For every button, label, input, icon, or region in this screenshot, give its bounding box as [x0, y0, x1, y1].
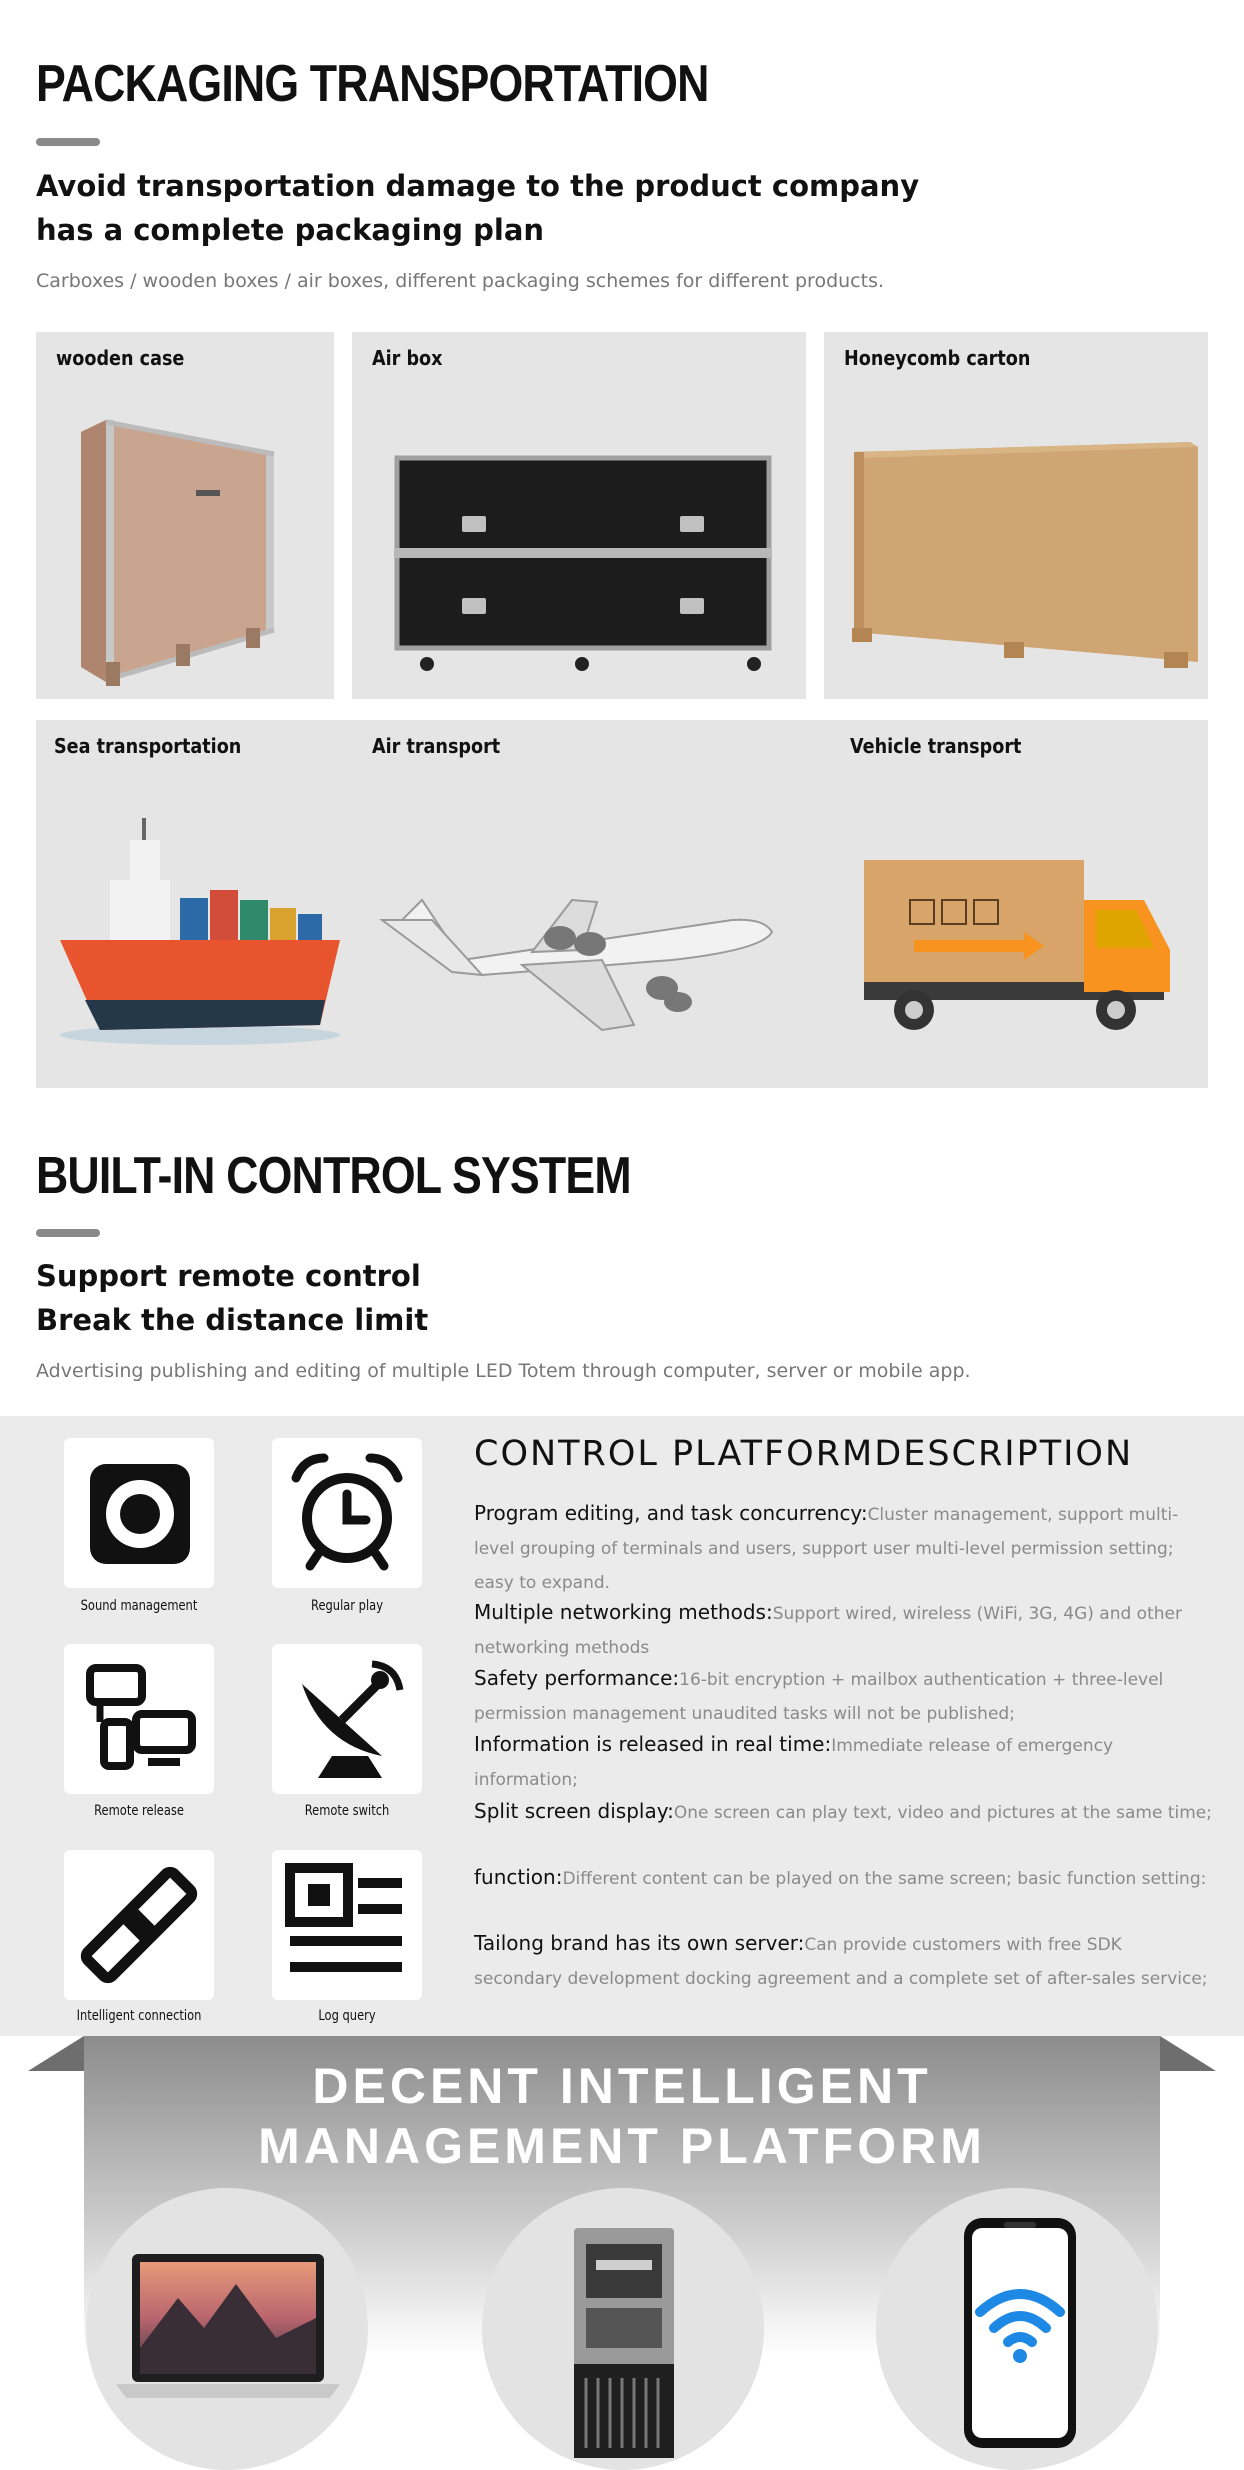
network-devices-icon [64, 1644, 214, 1794]
icon-caption-regular-play: Regular play [310, 1598, 383, 1614]
feature-item [474, 1662, 1214, 1731]
feature-text: Can provide customers with free SDK secondary development docking agreement and a complete set of after-sales service; [474, 1935, 1208, 1989]
transport-banner [36, 720, 1208, 1088]
feature-item [474, 1596, 1214, 1665]
icon-caption-intelligent-connection: Intelligent connection [76, 2008, 202, 2024]
title-accent-bar [36, 1229, 100, 1237]
card-label-air-transport: Air transport [372, 734, 501, 758]
feature-name: Information is released in real time: [474, 1732, 832, 1756]
icon-caption-sound-management: Sound management [80, 1598, 198, 1614]
feature-name: Multiple networking methods: [474, 1600, 773, 1624]
feature-text: Cluster management, support multi-level grouping of terminals and users, support user multi-level permission setting; easy to expand. [474, 1505, 1179, 1593]
smartphone-circle [876, 2188, 1158, 2470]
packaging-subtitle-line1: Avoid transportation damage to the product company [36, 169, 920, 203]
feature-text: One screen can play text, video and pictures at the same time; [673, 1803, 1212, 1823]
laptop-circle [86, 2188, 368, 2470]
feature-name: Safety performance: [474, 1666, 680, 1690]
feature-item [474, 1497, 1214, 1600]
feature-item [474, 1728, 1214, 1797]
title-accent-bar [36, 138, 100, 146]
airplane-icon [372, 860, 792, 1060]
feature-text: 16-bit encryption + mailbox authentication + three-level permission management unaudited tasks will not be published; [474, 1670, 1164, 1724]
chain-link-icon [64, 1850, 214, 2000]
wooden-case-icon [36, 332, 334, 699]
sound-management-tile [64, 1438, 214, 1588]
feature-name: Tailong brand has its own server: [474, 1931, 805, 1955]
feature-text: Different content can be played on the same screen; basic function setting: [562, 1869, 1207, 1889]
smartphone-wifi-icon [876, 2188, 1158, 2470]
card-label-sea-transportation: Sea transportation [54, 734, 242, 758]
control-description: Advertising publishing and editing of multiple LED Totem through computer, server or mobile app. [36, 1360, 971, 1382]
document-layout-icon [272, 1850, 422, 2000]
intelligent-connection-tile [64, 1850, 214, 2000]
control-platform-description-title: CONTROL PLATFORMDESCRIPTION [474, 1434, 1134, 1474]
carton-box-icon [824, 332, 1208, 699]
cargo-ship-icon [50, 810, 350, 1070]
control-subtitle-line1: Support remote control [36, 1259, 421, 1293]
control-subtitle-line2: Break the distance limit [36, 1303, 429, 1337]
server-circle [482, 2188, 764, 2470]
platform-title-line2: MANAGEMENT PLATFORM [258, 2118, 986, 2174]
log-query-tile [272, 1850, 422, 2000]
packaging-subtitle-line2: has a complete packaging plan [36, 213, 545, 247]
packaging-card-wooden-case [36, 332, 334, 699]
flight-case-icon [352, 332, 806, 699]
feature-name: Program editing, and task concurrency: [474, 1501, 868, 1525]
icon-caption-remote-release: Remote release [94, 1803, 184, 1819]
icon-caption-log-query: Log query [318, 2008, 376, 2024]
alarm-clock-icon [272, 1438, 422, 1588]
laptop-icon [86, 2188, 368, 2470]
card-label-vehicle-transport: Vehicle transport [850, 734, 1022, 758]
remote-release-tile [64, 1644, 214, 1794]
feature-name: function: [474, 1865, 563, 1889]
server-tower-icon [482, 2188, 764, 2470]
satellite-dish-icon [272, 1644, 422, 1794]
packaging-card-honeycomb-carton [824, 332, 1208, 699]
card-label: wooden case [56, 346, 185, 370]
feature-item [474, 1795, 1214, 1830]
feature-item [474, 1861, 1214, 1896]
delivery-truck-icon [854, 840, 1184, 1060]
packaging-description: Carboxes / wooden boxes / air boxes, different packaging schemes for different products. [36, 270, 885, 292]
feature-item [474, 1927, 1214, 1996]
feature-name: Split screen display: [474, 1799, 674, 1823]
control-title: BUILT-IN CONTROL SYSTEM [36, 1147, 631, 1205]
feature-text: Support wired, wireless (WiFi, 3G, 4G) and other networking methods [474, 1604, 1182, 1658]
speaker-ring-icon [64, 1438, 214, 1588]
platform-title-line1: DECENT INTELLIGENT [312, 2058, 932, 2114]
remote-switch-tile [272, 1644, 422, 1794]
regular-play-tile [272, 1438, 422, 1588]
packaging-card-air-box [352, 332, 806, 699]
icon-caption-remote-switch: Remote switch [304, 1803, 390, 1819]
feature-text: Immediate release of emergency information; [474, 1736, 1114, 1790]
card-label: Honeycomb carton [844, 346, 1031, 370]
card-label: Air box [372, 346, 443, 370]
management-platform-band [0, 2036, 1244, 2470]
packaging-title: PACKAGING TRANSPORTATION [36, 55, 709, 113]
